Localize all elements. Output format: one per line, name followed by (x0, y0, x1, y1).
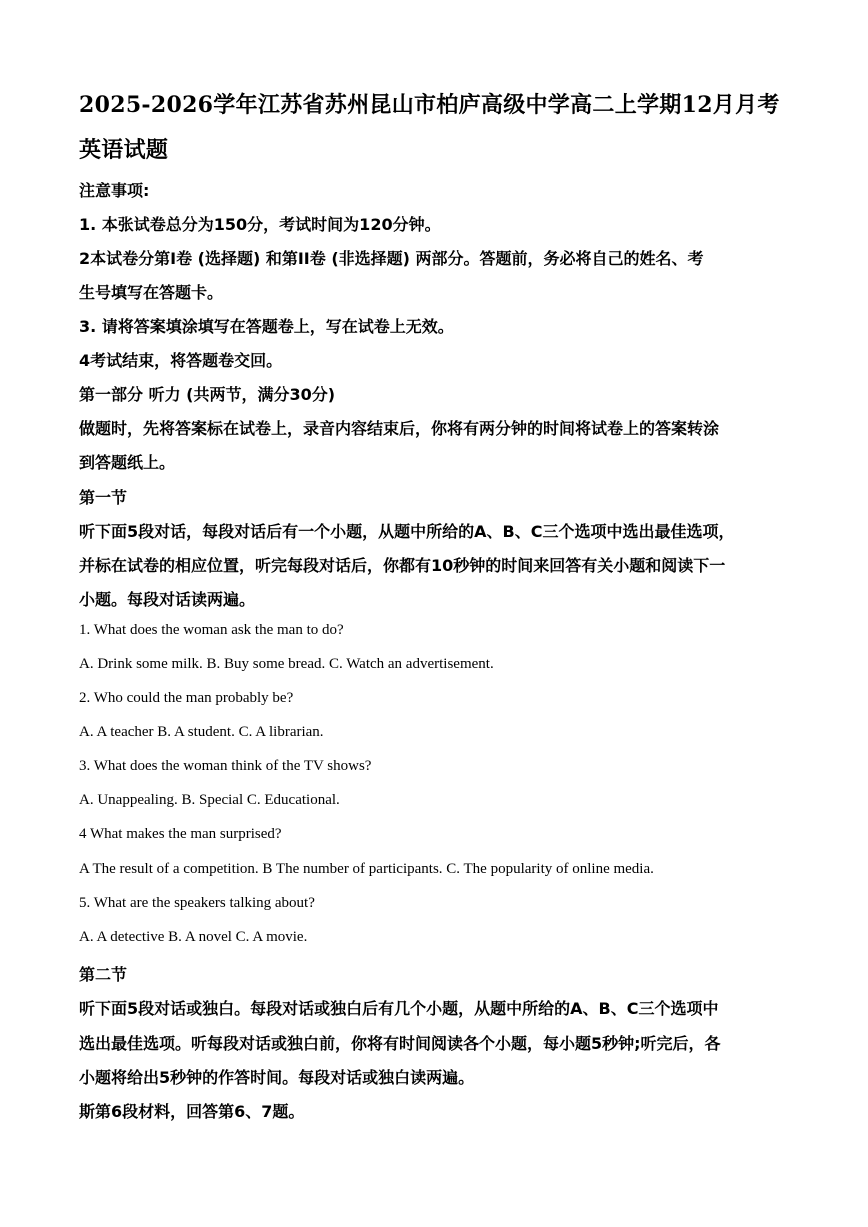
section2-heading: 第二节 (79, 965, 128, 984)
section1-intro-line-3: 小题。每段对话读两遍。 (79, 590, 256, 609)
material-6-heading: 斯第6段材料，回答第6、7题。 (79, 1102, 305, 1121)
notice-item-2-line-2: 生号填写在答题卡。 (79, 283, 224, 302)
question-5-options: A. A detective B. A novel C. A movie. (79, 929, 308, 945)
section1-intro-line-1: 听下面5段对话，每段对话后有一个小题，从题中所给的A、B、C三个选项中选出最佳选项， (79, 522, 735, 541)
exam-title-line-1: 2025-2026学年江苏省苏州昆山市柏庐高级中学高二上学期12月月考 (79, 92, 780, 118)
notice-item-2-line-1: 2本试卷分第I卷 (选择题) 和第II卷 (非选择题) 两部分。答题前，务必将自己的姓名、考 (79, 249, 704, 268)
question-2: 2. Who could the man probably be? (79, 690, 294, 706)
question-4-options: A The result of a competition. B The number of participants. C. The popularity of online media. (79, 861, 654, 877)
notice-heading: 注意事项: (79, 181, 150, 200)
part1-intro-line-1: 做题时，先将答案标在试卷上，录音内容结束后，你将有两分钟的时间将试卷上的答案转涂 (79, 419, 720, 438)
question-1: 1. What does the woman ask the man to do? (79, 622, 344, 638)
question-3-options: A. Unappealing. B. Special C. Educational. (79, 792, 340, 808)
section1-intro-line-2: 并标在试卷的相应位置，听完每段对话后，你都有10秒钟的时间来回答有关小题和阅读下一 (79, 556, 726, 575)
section2-intro-line-2: 选出最佳选项。听每段对话或独白前，你将有时间阅读各个小题，每小题5秒钟;听完后，各 (79, 1034, 721, 1053)
notice-item-4: 4考试结束，将答题卷交回。 (79, 351, 283, 370)
question-3: 3. What does the woman think of the TV shows? (79, 758, 372, 774)
notice-item-1: 1. 本张试卷总分为150分，考试时间为120分钟。 (79, 215, 441, 234)
question-4: 4 What makes the man surprised? (79, 826, 282, 842)
question-5: 5. What are the speakers talking about? (79, 895, 315, 911)
exam-title-line-2: 英语试题 (79, 137, 169, 163)
part1-intro-line-2: 到答题纸上。 (79, 453, 176, 472)
section1-heading: 第一节 (79, 488, 128, 507)
part1-heading: 第一部分 听力 (共两节，满分30分) (79, 385, 336, 404)
notice-item-3: 3. 请将答案填涂填写在答题卷上，写在试卷上无效。 (79, 317, 454, 336)
section2-intro-line-1: 听下面5段对话或独白。每段对话或独白后有几个小题，从题中所给的A、B、C三个选项中 (79, 999, 719, 1018)
section2-intro-line-3: 小题将给出5秒钟的作答时间。每段对话或独白读两遍。 (79, 1068, 475, 1087)
question-1-options: A. Drink some milk. B. Buy some bread. C. Watch an advertisement. (79, 656, 494, 672)
question-2-options: A. A teacher B. A student. C. A librarian. (79, 724, 324, 740)
